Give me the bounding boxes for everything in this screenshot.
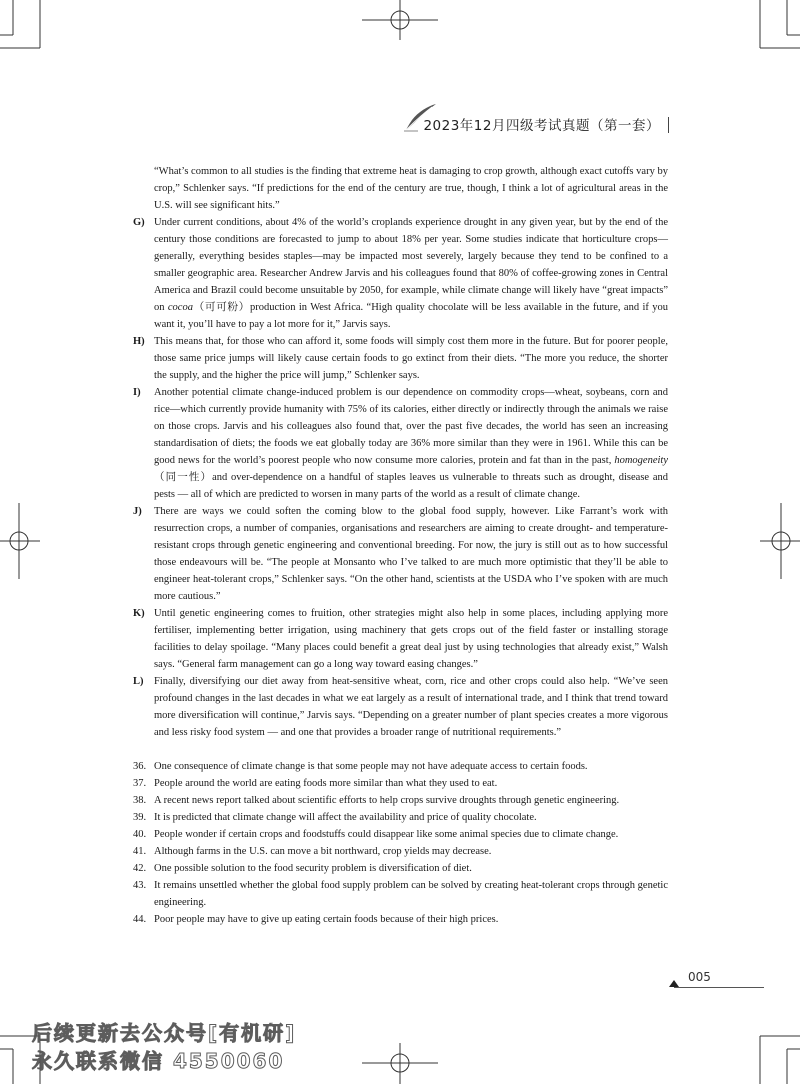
passage-paragraph (133, 333, 668, 384)
watermark-line-1: 后续更新去公众号[有机研] (32, 1021, 297, 1045)
paragraph-label: I) (133, 387, 141, 398)
question-item (133, 758, 668, 775)
paragraph-text: There are ways we could soften the coming blow to the global food supply, however. Like Farrant’s work with resurrection crops, a number of companies, organisations and researchers are aiming to create drought- and temperature-resistant crops through genetic engineering and conventional breeding. For now, the jury is still out as to how successful those endeavours will be. “The people at Monsanto who I’ve talked to are much more optimistic that they’ll be able to engineer heat-tolerant crops,” Schlenker says. “On the other hand, scientists at the USDA who I’ve spoken with are much more cautious.” (154, 506, 668, 602)
question-item (133, 843, 668, 860)
passage-paragraph (133, 384, 668, 503)
paragraph-label: G) (133, 217, 145, 228)
question-text: People around the world are eating foods more similar than what they used to eat. (154, 778, 498, 789)
watermark-line-2: 永久联系微信 4550060 (32, 1049, 285, 1073)
question-item (133, 826, 668, 843)
question-item (133, 775, 668, 792)
page-triangle-icon (669, 980, 679, 987)
question-number: 44. (133, 914, 147, 925)
paragraph-text: Until genetic engineering comes to fruition, other strategies might also help in some places, including applying more fertiliser, implementing better irrigation, using machinery that gets crops out of the field faster or installing storage facilities to delay spoilage. “Many places could benefit a great deal just by using technologies that already exist,” Walsh says. “General farm management can go a long way toward easing changes.” (154, 608, 668, 670)
question-item (133, 860, 668, 877)
paragraph-text: Finally, diversifying our diet away from heat-sensitive wheat, corn, rice and other crops could also help. “We’ve seen profound changes in the last decades in what we eat largely as a result of international trade, and I think that trend toward more diversification will continue,” Jarvis says. “Depending on a greater number of plant species creates a more vigorous and less risky food system — and one that provides a broader range of nutritional requirements.” (154, 676, 668, 738)
question-item (133, 792, 668, 809)
question-number: 41. (133, 846, 147, 857)
passage-paragraph (133, 503, 668, 605)
question-number: 38. (133, 795, 147, 806)
question-text: People wonder if certain crops and foodstuffs could disappear like some animal species due to climate change. (154, 829, 619, 840)
paragraph-text: “What’s common to all studies is the finding that extreme heat is damaging to crop growth, although exact cutoffs vary by crop,” Schlenker says. “If predictions for the end of the century are true, though, I think a lot of agricultural areas in the U.S. will see significant hits.” (154, 166, 668, 211)
question-text: A recent news report talked about scientific efforts to help crops survive droughts through genetic engineering. (154, 795, 620, 806)
question-item (133, 877, 668, 911)
page-header-title: 2023年12月四级考试真题（第一套） (423, 118, 660, 134)
question-number: 40. (133, 829, 147, 840)
paragraph-label: H) (133, 336, 145, 347)
question-text: One possible solution to the food security problem is diversification of diet. (154, 863, 472, 874)
passage-paragraph (133, 214, 668, 333)
paragraph-label: J) (133, 506, 142, 517)
question-text: Poor people may have to give up eating certain foods because of their high prices. (154, 914, 499, 925)
question-text: It is predicted that climate change will affect the availability and price of quality chocolate. (154, 812, 537, 823)
page-number: 005 (688, 970, 711, 984)
question-number: 37. (133, 778, 147, 789)
question-list (133, 758, 668, 928)
question-number: 39. (133, 812, 147, 823)
paragraph-text: Another potential climate change-induced problem is our dependence on commodity crops—wheat, soybeans, corn and rice—which currently provide humanity with 75% of its calories, either directly or indirectly through the animals we raise on those crops. Jarvis and his colleagues also found that, over the past five decades, the world has seen an increasing standardisation of diets; the foods we eat globally today are 36% more similar than they were in 1961. While this can be good news for the world’s poorest people who now consume more calories, protein and fat than in the past, homogeneity（同一性）and over-dependence on a handful of staples leaves us vulnerable to threats such as drought, disease and pests — all of which are predicted to worsen in many parts of the world as a result of climate change. (154, 387, 668, 500)
passage-paragraph (133, 673, 668, 741)
paragraph-text: Under current conditions, about 4% of the world’s croplands experience drought in any given year, but by the end of the century those conditions are forecasted to jump to about 18% per year. Some studies indicate that horticulture crops—generally, everything besides staples—may be impacted most severely, largely because they tend to be confined to a smaller geographic area. Researcher Andrew Jarvis and his colleagues found that 80% of coffee-growing zones in Central America and Brazil could become unsuitable by 2050, for example, while climate change will likely have “great impacts” on cocoa（可可粉）production in West Africa. “High quality chocolate will be less available in the future, and if you want it, you’ll have to pay a lot more for it,” Jarvis says. (154, 217, 669, 330)
paragraph-label: L) (133, 676, 144, 687)
passage-paragraph (133, 605, 668, 673)
passage-paragraph (133, 163, 668, 214)
reading-passage (133, 163, 668, 928)
question-number: 43. (133, 880, 147, 891)
question-text: One consequence of climate change is that some people may not have adequate access to certain foods. (154, 761, 588, 772)
question-item (133, 911, 668, 928)
paragraph-text: This means that, for those who can afford it, some foods will simply cost them more in the future. But for poorer people, those same price jumps will likely cause certain foods to go extinct from their diets. “The more you reduce, the shorter the supply, and the higher the price will jump,” Schlenker says. (154, 336, 668, 381)
question-item (133, 809, 668, 826)
header-divider (668, 117, 669, 133)
question-text: It remains unsettled whether the global food supply problem can be solved by creating heat-tolerant crops through genetic engineering. (154, 880, 668, 908)
question-text: Although farms in the U.S. can move a bit northward, crop yields may decrease. (154, 846, 492, 857)
footer-rule (674, 987, 764, 988)
paragraph-label: K) (133, 608, 145, 619)
question-number: 42. (133, 863, 147, 874)
question-number: 36. (133, 761, 147, 772)
